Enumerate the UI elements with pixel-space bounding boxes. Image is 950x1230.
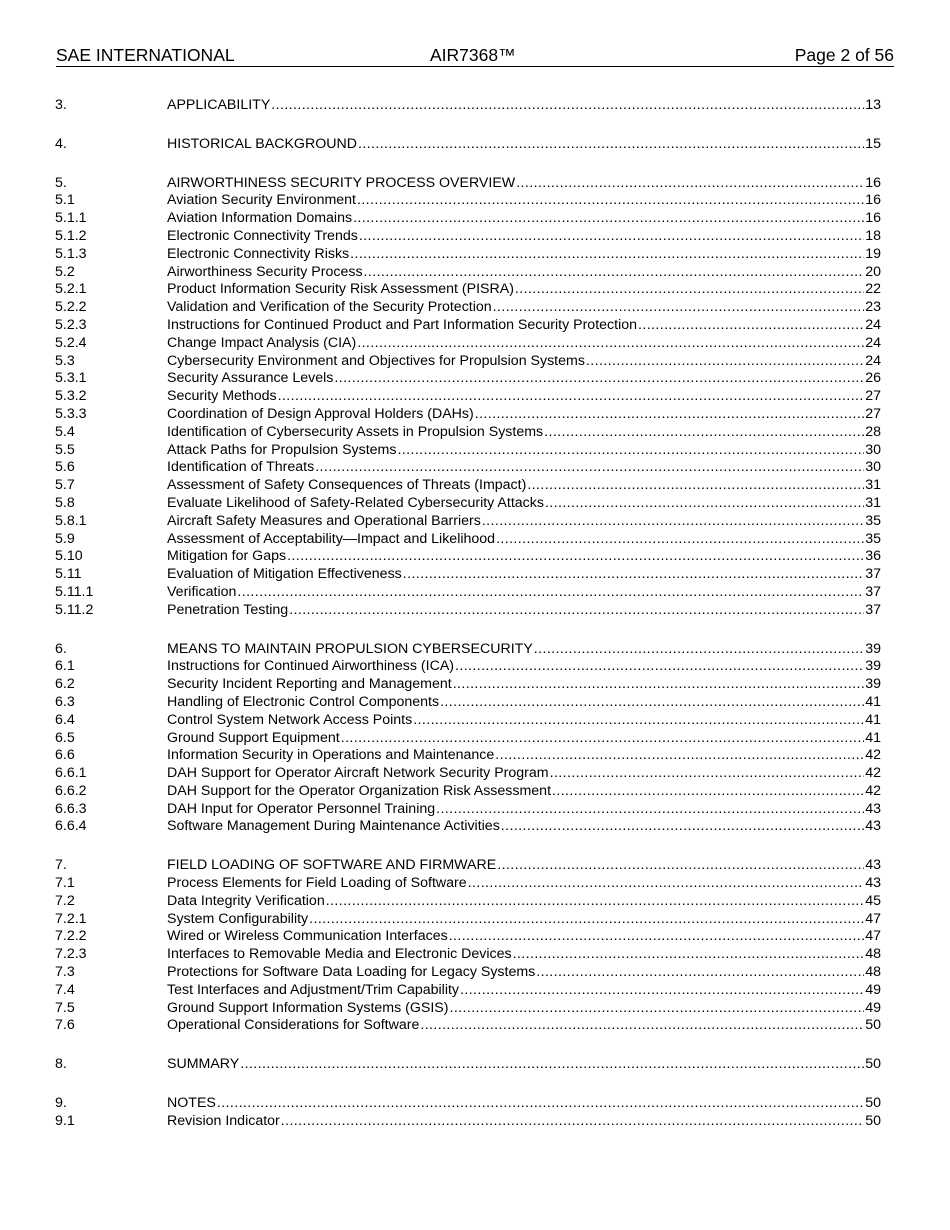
toc-entry[interactable] <box>55 281 881 299</box>
toc-entry[interactable] <box>55 747 881 765</box>
toc-entry-title: System Configurability <box>167 910 309 927</box>
toc-dot-leader <box>497 857 864 875</box>
toc-entry-number: 8. <box>55 1056 67 1073</box>
toc-entry-page: 31 <box>865 494 881 511</box>
toc-dot-leader <box>515 281 864 299</box>
toc-dot-leader <box>440 694 864 712</box>
toc-entry-page: 16 <box>865 174 881 191</box>
toc-entry-page: 30 <box>865 441 881 458</box>
toc-section-group <box>55 857 881 1035</box>
toc-entry-page: 24 <box>865 316 881 333</box>
toc-entry-page: 48 <box>865 964 881 981</box>
toc-entry-page: 19 <box>865 245 881 262</box>
toc-dot-leader <box>358 136 864 154</box>
table-of-contents <box>55 97 881 1152</box>
toc-entry-title: Attack Paths for Propulsion Systems <box>167 441 397 458</box>
toc-dot-leader <box>501 818 864 836</box>
toc-entry[interactable] <box>55 335 881 353</box>
toc-entry-title: Operational Considerations for Software <box>167 1017 420 1034</box>
toc-entry-title: Aircraft Safety Measures and Operational Barriers <box>167 512 481 529</box>
toc-entry-title: HISTORICAL BACKGROUND <box>167 135 357 152</box>
toc-entry[interactable] <box>55 964 881 982</box>
toc-dot-leader <box>359 228 864 246</box>
toc-entry[interactable] <box>55 210 881 228</box>
toc-entry-number: 6.5 <box>55 729 75 746</box>
toc-entry[interactable] <box>55 136 881 154</box>
toc-entry-number: 5.11.1 <box>55 583 94 600</box>
toc-entry[interactable] <box>55 388 881 406</box>
toc-entry-number: 7.3 <box>55 964 75 981</box>
toc-entry[interactable] <box>55 424 881 442</box>
toc-entry-title: Ground Support Information Systems (GSIS) <box>167 999 449 1016</box>
toc-dot-leader <box>516 175 864 193</box>
toc-entry[interactable] <box>55 370 881 388</box>
toc-dot-leader <box>357 192 864 210</box>
toc-entry[interactable] <box>55 658 881 676</box>
toc-dot-leader <box>413 712 864 730</box>
toc-entry-number: 6.6.4 <box>55 818 87 835</box>
toc-entry-page: 28 <box>865 423 881 440</box>
toc-entry-number: 5.4 <box>55 423 75 440</box>
toc-entry-number: 5.8.1 <box>55 512 87 529</box>
toc-dot-leader <box>403 566 864 584</box>
toc-entry-number: 7. <box>55 857 67 874</box>
toc-dot-leader <box>453 676 865 694</box>
toc-entry-page: 41 <box>865 711 881 728</box>
toc-entry-title: NOTES <box>167 1095 216 1112</box>
toc-entry[interactable] <box>55 857 881 875</box>
toc-dot-leader <box>278 388 865 406</box>
toc-entry-title: Protections for Software Data Loading for Legacy Systems <box>167 964 536 981</box>
toc-entry-page: 43 <box>865 818 881 835</box>
toc-entry-page: 13 <box>865 97 881 113</box>
toc-entry-title: Assessment of Safety Consequences of Threats (Impact) <box>167 477 527 494</box>
toc-entry[interactable] <box>55 531 881 549</box>
toc-entry[interactable] <box>55 1000 881 1018</box>
toc-entry-title: AIRWORTHINESS SECURITY PROCESS OVERVIEW <box>167 174 516 191</box>
toc-entry[interactable] <box>55 602 881 620</box>
toc-entry-title: Identification of Threats <box>167 459 315 476</box>
toc-entry-number: 5.3.2 <box>55 388 87 405</box>
toc-entry[interactable] <box>55 442 881 460</box>
toc-dot-leader <box>281 1113 864 1131</box>
toc-dot-leader <box>309 911 864 929</box>
toc-entry-title: Test Interfaces and Adjustment/Trim Capability <box>167 981 460 998</box>
toc-entry[interactable] <box>55 982 881 1000</box>
toc-entry[interactable] <box>55 1017 881 1035</box>
toc-entry-title: Cybersecurity Environment and Objectives for Propulsion Systems <box>167 352 585 369</box>
toc-entry-page: 39 <box>865 640 881 657</box>
toc-entry-page: 35 <box>865 512 881 529</box>
toc-entry[interactable] <box>55 192 881 210</box>
toc-entry-title: Product Information Security Risk Assessment (PISRA) <box>167 281 514 298</box>
toc-entry-title: Electronic Connectivity Trends <box>167 227 358 244</box>
toc-entry-title: APPLICABILITY <box>167 97 271 113</box>
toc-dot-leader <box>326 893 865 911</box>
toc-entry-number: 7.2.1 <box>55 910 87 927</box>
toc-dot-leader <box>240 1056 864 1074</box>
toc-entry-page: 20 <box>865 263 881 280</box>
toc-dot-leader <box>586 353 864 371</box>
toc-entry-title: FIELD LOADING OF SOFTWARE AND FIRMWARE <box>167 857 497 874</box>
toc-entry[interactable] <box>55 459 881 477</box>
toc-entry-title: Airworthiness Security Process <box>167 263 363 280</box>
toc-entry[interactable] <box>55 548 881 566</box>
toc-entry-title: SUMMARY <box>167 1056 240 1073</box>
toc-entry-title: Security Methods <box>167 388 277 405</box>
toc-entry-number: 6.6.1 <box>55 765 87 782</box>
toc-entry-page: 42 <box>865 765 881 782</box>
toc-entry-title: Revision Indicator <box>167 1112 280 1129</box>
toc-entry-page: 42 <box>865 747 881 764</box>
toc-dot-leader <box>545 495 864 513</box>
toc-entry[interactable] <box>55 299 881 317</box>
toc-entry-number: 6.6 <box>55 747 75 764</box>
toc-entry[interactable] <box>55 584 881 602</box>
toc-entry-title: Interfaces to Removable Media and Electronic Devices <box>167 946 512 963</box>
toc-entry[interactable] <box>55 928 881 946</box>
toc-entry-number: 7.6 <box>55 1017 75 1034</box>
toc-entry-page: 16 <box>865 210 881 227</box>
toc-entry[interactable] <box>55 97 881 115</box>
toc-entry-page: 35 <box>865 530 881 547</box>
toc-section-group <box>55 97 881 115</box>
header-page-number: Page 2 of 56 <box>794 45 894 65</box>
toc-entry[interactable] <box>55 893 881 911</box>
toc-entry[interactable] <box>55 694 881 712</box>
toc-entry-title: Coordination of Design Approval Holders (DAHs) <box>167 405 474 422</box>
toc-entry-page: 27 <box>865 388 881 405</box>
toc-dot-leader <box>638 317 864 335</box>
toc-entry-number: 5.11.2 <box>55 601 94 618</box>
toc-entry-page: 37 <box>865 566 881 583</box>
toc-entry-number: 5.1.1 <box>55 210 87 227</box>
toc-dot-leader <box>493 299 865 317</box>
page-header <box>56 44 894 67</box>
toc-entry-title: Evaluation of Mitigation Effectiveness <box>167 566 402 583</box>
toc-entry-number: 5.1.2 <box>55 227 87 244</box>
toc-entry-page: 49 <box>865 981 881 998</box>
toc-dot-leader <box>527 477 864 495</box>
toc-entry[interactable] <box>55 353 881 371</box>
toc-entry-title: Verification <box>167 583 237 600</box>
toc-entry-number: 5. <box>55 174 67 191</box>
toc-dot-leader <box>357 335 864 353</box>
toc-dot-leader <box>468 875 865 893</box>
toc-entry[interactable] <box>55 228 881 246</box>
toc-entry[interactable] <box>55 406 881 424</box>
toc-entry-page: 50 <box>865 1017 881 1034</box>
toc-entry-page: 49 <box>865 999 881 1016</box>
toc-entry-number: 9.1 <box>55 1112 75 1129</box>
toc-entry-number: 5.2.2 <box>55 299 87 316</box>
toc-entry-number: 3. <box>55 97 67 113</box>
toc-section-group <box>55 1056 881 1074</box>
toc-entry-title: DAH Support for the Operator Organization Risk Assessment <box>167 782 552 799</box>
toc-entry-number: 6. <box>55 640 67 657</box>
toc-entry-page: 18 <box>865 227 881 244</box>
toc-entry[interactable] <box>55 641 881 659</box>
toc-entry-page: 39 <box>865 676 881 693</box>
toc-entry[interactable] <box>55 1095 881 1113</box>
toc-entry[interactable] <box>55 566 881 584</box>
toc-entry[interactable] <box>55 801 881 819</box>
toc-entry-page: 43 <box>865 857 881 874</box>
toc-entry-page: 50 <box>865 1112 881 1129</box>
toc-entry-page: 50 <box>865 1056 881 1073</box>
toc-dot-leader <box>436 801 864 819</box>
toc-entry[interactable] <box>55 1113 881 1131</box>
toc-entry-page: 27 <box>865 405 881 422</box>
toc-entry-number: 5.10 <box>55 548 83 565</box>
toc-entry-title: Mitigation for Gaps <box>167 548 287 565</box>
toc-entry-number: 4. <box>55 135 67 152</box>
toc-entry-title: Control System Network Access Points <box>167 711 413 728</box>
toc-entry-number: 6.6.2 <box>55 782 87 799</box>
toc-entry-number: 6.6.3 <box>55 800 87 817</box>
toc-entry-title: Identification of Cybersecurity Assets in Propulsion Systems <box>167 423 544 440</box>
toc-entry-number: 5.3.1 <box>55 370 87 387</box>
toc-dot-leader <box>334 370 864 388</box>
toc-entry-page: 47 <box>865 910 881 927</box>
toc-entry-page: 37 <box>865 583 881 600</box>
toc-dot-leader <box>287 548 864 566</box>
toc-dot-leader <box>341 730 864 748</box>
toc-entry-number: 6.1 <box>55 658 75 675</box>
toc-entry-title: DAH Support for Operator Aircraft Network Security Program <box>167 765 549 782</box>
toc-entry[interactable] <box>55 712 881 730</box>
toc-entry-title: Instructions for Continued Airworthiness (ICA) <box>167 658 455 675</box>
toc-dot-leader <box>450 1000 865 1018</box>
header-document-id: AIR7368™ <box>430 45 516 65</box>
toc-entry[interactable] <box>55 175 881 193</box>
toc-entry-page: 45 <box>865 892 881 909</box>
toc-entry-number: 5.2.3 <box>55 316 87 333</box>
toc-entry-page: 48 <box>865 946 881 963</box>
toc-entry[interactable] <box>55 875 881 893</box>
toc-entry-number: 6.4 <box>55 711 75 728</box>
toc-entry-title: Aviation Information Domains <box>167 210 353 227</box>
toc-entry-title: Ground Support Equipment <box>167 729 340 746</box>
toc-dot-leader <box>475 406 864 424</box>
toc-entry-number: 5.2.1 <box>55 281 87 298</box>
toc-entry-number: 5.1.3 <box>55 245 87 262</box>
toc-entry[interactable] <box>55 730 881 748</box>
toc-entry-page: 41 <box>865 729 881 746</box>
toc-entry-number: 7.4 <box>55 981 75 998</box>
toc-entry-number: 7.2.3 <box>55 946 87 963</box>
toc-entry-number: 7.2 <box>55 892 75 909</box>
toc-entry-number: 5.5 <box>55 441 75 458</box>
toc-entry[interactable] <box>55 911 881 929</box>
toc-entry[interactable] <box>55 1056 881 1074</box>
header-organization: SAE INTERNATIONAL <box>56 45 235 65</box>
toc-dot-leader <box>550 765 865 783</box>
toc-entry-title: Validation and Verification of the Security Protection <box>167 299 492 316</box>
toc-entry[interactable] <box>55 495 881 513</box>
toc-entry[interactable] <box>55 246 881 264</box>
toc-entry[interactable] <box>55 946 881 964</box>
toc-entry-page: 43 <box>865 800 881 817</box>
toc-entry-page: 42 <box>865 782 881 799</box>
toc-dot-leader <box>271 97 864 115</box>
toc-section-group <box>55 136 881 154</box>
toc-entry-title: Information Security in Operations and Maintenance <box>167 747 495 764</box>
toc-entry-title: Instructions for Continued Product and Part Information Security Protection <box>167 316 638 333</box>
toc-entry-page: 24 <box>865 334 881 351</box>
toc-dot-leader <box>534 641 864 659</box>
toc-entry-title: Data Integrity Verification <box>167 892 325 909</box>
toc-section-group <box>55 641 881 837</box>
toc-entry[interactable] <box>55 818 881 836</box>
toc-entry-title: Penetration Testing <box>167 601 289 618</box>
toc-entry-page: 36 <box>865 548 881 565</box>
toc-entry-title: DAH Input for Operator Personnel Training <box>167 800 436 817</box>
toc-entry-number: 6.2 <box>55 676 75 693</box>
toc-entry-page: 30 <box>865 459 881 476</box>
toc-entry-title: Aviation Security Environment <box>167 192 356 209</box>
toc-entry-number: 5.3.3 <box>55 405 87 422</box>
toc-dot-leader <box>482 513 864 531</box>
toc-entry-number: 7.1 <box>55 875 75 892</box>
toc-entry-page: 23 <box>865 299 881 316</box>
toc-entry-page: 24 <box>865 352 881 369</box>
toc-entry[interactable] <box>55 676 881 694</box>
toc-entry-title: Wired or Wireless Communication Interfaces <box>167 928 448 945</box>
toc-entry-number: 5.2.4 <box>55 334 87 351</box>
toc-entry-title: Handling of Electronic Control Components <box>167 693 440 710</box>
toc-entry-title: MEANS TO MAINTAIN PROPULSION CYBERSECURITY <box>167 640 533 657</box>
toc-entry-number: 5.7 <box>55 477 75 494</box>
toc-entry[interactable] <box>55 765 881 783</box>
toc-entry-page: 37 <box>865 601 881 618</box>
toc-entry[interactable] <box>55 477 881 495</box>
toc-entry-number: 5.6 <box>55 459 75 476</box>
toc-entry-page: 16 <box>865 192 881 209</box>
toc-entry[interactable] <box>55 264 881 282</box>
toc-dot-leader <box>536 964 864 982</box>
toc-entry-page: 47 <box>865 928 881 945</box>
toc-entry-title: Evaluate Likelihood of Safety-Related Cybersecurity Attacks <box>167 494 544 511</box>
toc-entry-page: 15 <box>865 135 881 152</box>
toc-entry-title: Electronic Connectivity Risks <box>167 245 350 262</box>
toc-entry-title: Security Assurance Levels <box>167 370 334 387</box>
toc-entry-page: 43 <box>865 875 881 892</box>
toc-entry-number: 5.1 <box>55 192 75 209</box>
toc-entry[interactable] <box>55 317 881 335</box>
toc-entry-number: 6.3 <box>55 693 75 710</box>
toc-dot-leader <box>496 531 864 549</box>
toc-dot-leader <box>420 1017 864 1035</box>
toc-entry[interactable] <box>55 513 881 531</box>
toc-dot-leader <box>397 442 864 460</box>
toc-entry-number: 5.11 <box>55 566 82 583</box>
toc-entry-page: 22 <box>865 281 881 298</box>
toc-entry-number: 7.5 <box>55 999 75 1016</box>
toc-section-group <box>55 1095 881 1131</box>
toc-entry-page: 26 <box>865 370 881 387</box>
toc-dot-leader <box>513 946 865 964</box>
toc-entry-title: Software Management During Maintenance Activities <box>167 818 500 835</box>
toc-entry-page: 41 <box>865 693 881 710</box>
toc-dot-leader <box>460 982 864 1000</box>
toc-entry-title: Process Elements for Field Loading of Software <box>167 875 467 892</box>
toc-section-group <box>55 175 881 620</box>
toc-entry-title: Change Impact Analysis (CIA) <box>167 334 357 351</box>
toc-dot-leader <box>350 246 864 264</box>
toc-dot-leader <box>552 783 864 801</box>
toc-dot-leader <box>495 747 864 765</box>
toc-dot-leader <box>353 210 864 228</box>
toc-entry-number: 9. <box>55 1095 67 1112</box>
toc-entry-number: 5.8 <box>55 494 75 511</box>
toc-entry-number: 5.2 <box>55 263 75 280</box>
toc-entry-page: 39 <box>865 658 881 675</box>
toc-dot-leader <box>544 424 864 442</box>
toc-dot-leader <box>315 459 864 477</box>
toc-entry-page: 50 <box>865 1095 881 1112</box>
toc-entry-title: Security Incident Reporting and Management <box>167 676 452 693</box>
toc-entry-number: 5.3 <box>55 352 75 369</box>
toc-dot-leader <box>455 658 864 676</box>
toc-entry[interactable] <box>55 783 881 801</box>
toc-dot-leader <box>289 602 864 620</box>
toc-entry-title: Assessment of Acceptability—Impact and Likelihood <box>167 530 496 547</box>
toc-dot-leader <box>364 264 865 282</box>
toc-dot-leader <box>449 928 865 946</box>
toc-entry-number: 5.9 <box>55 530 75 547</box>
toc-entry-number: 7.2.2 <box>55 928 87 945</box>
toc-dot-leader <box>217 1095 864 1113</box>
toc-entry-page: 31 <box>865 477 881 494</box>
toc-dot-leader <box>237 584 864 602</box>
